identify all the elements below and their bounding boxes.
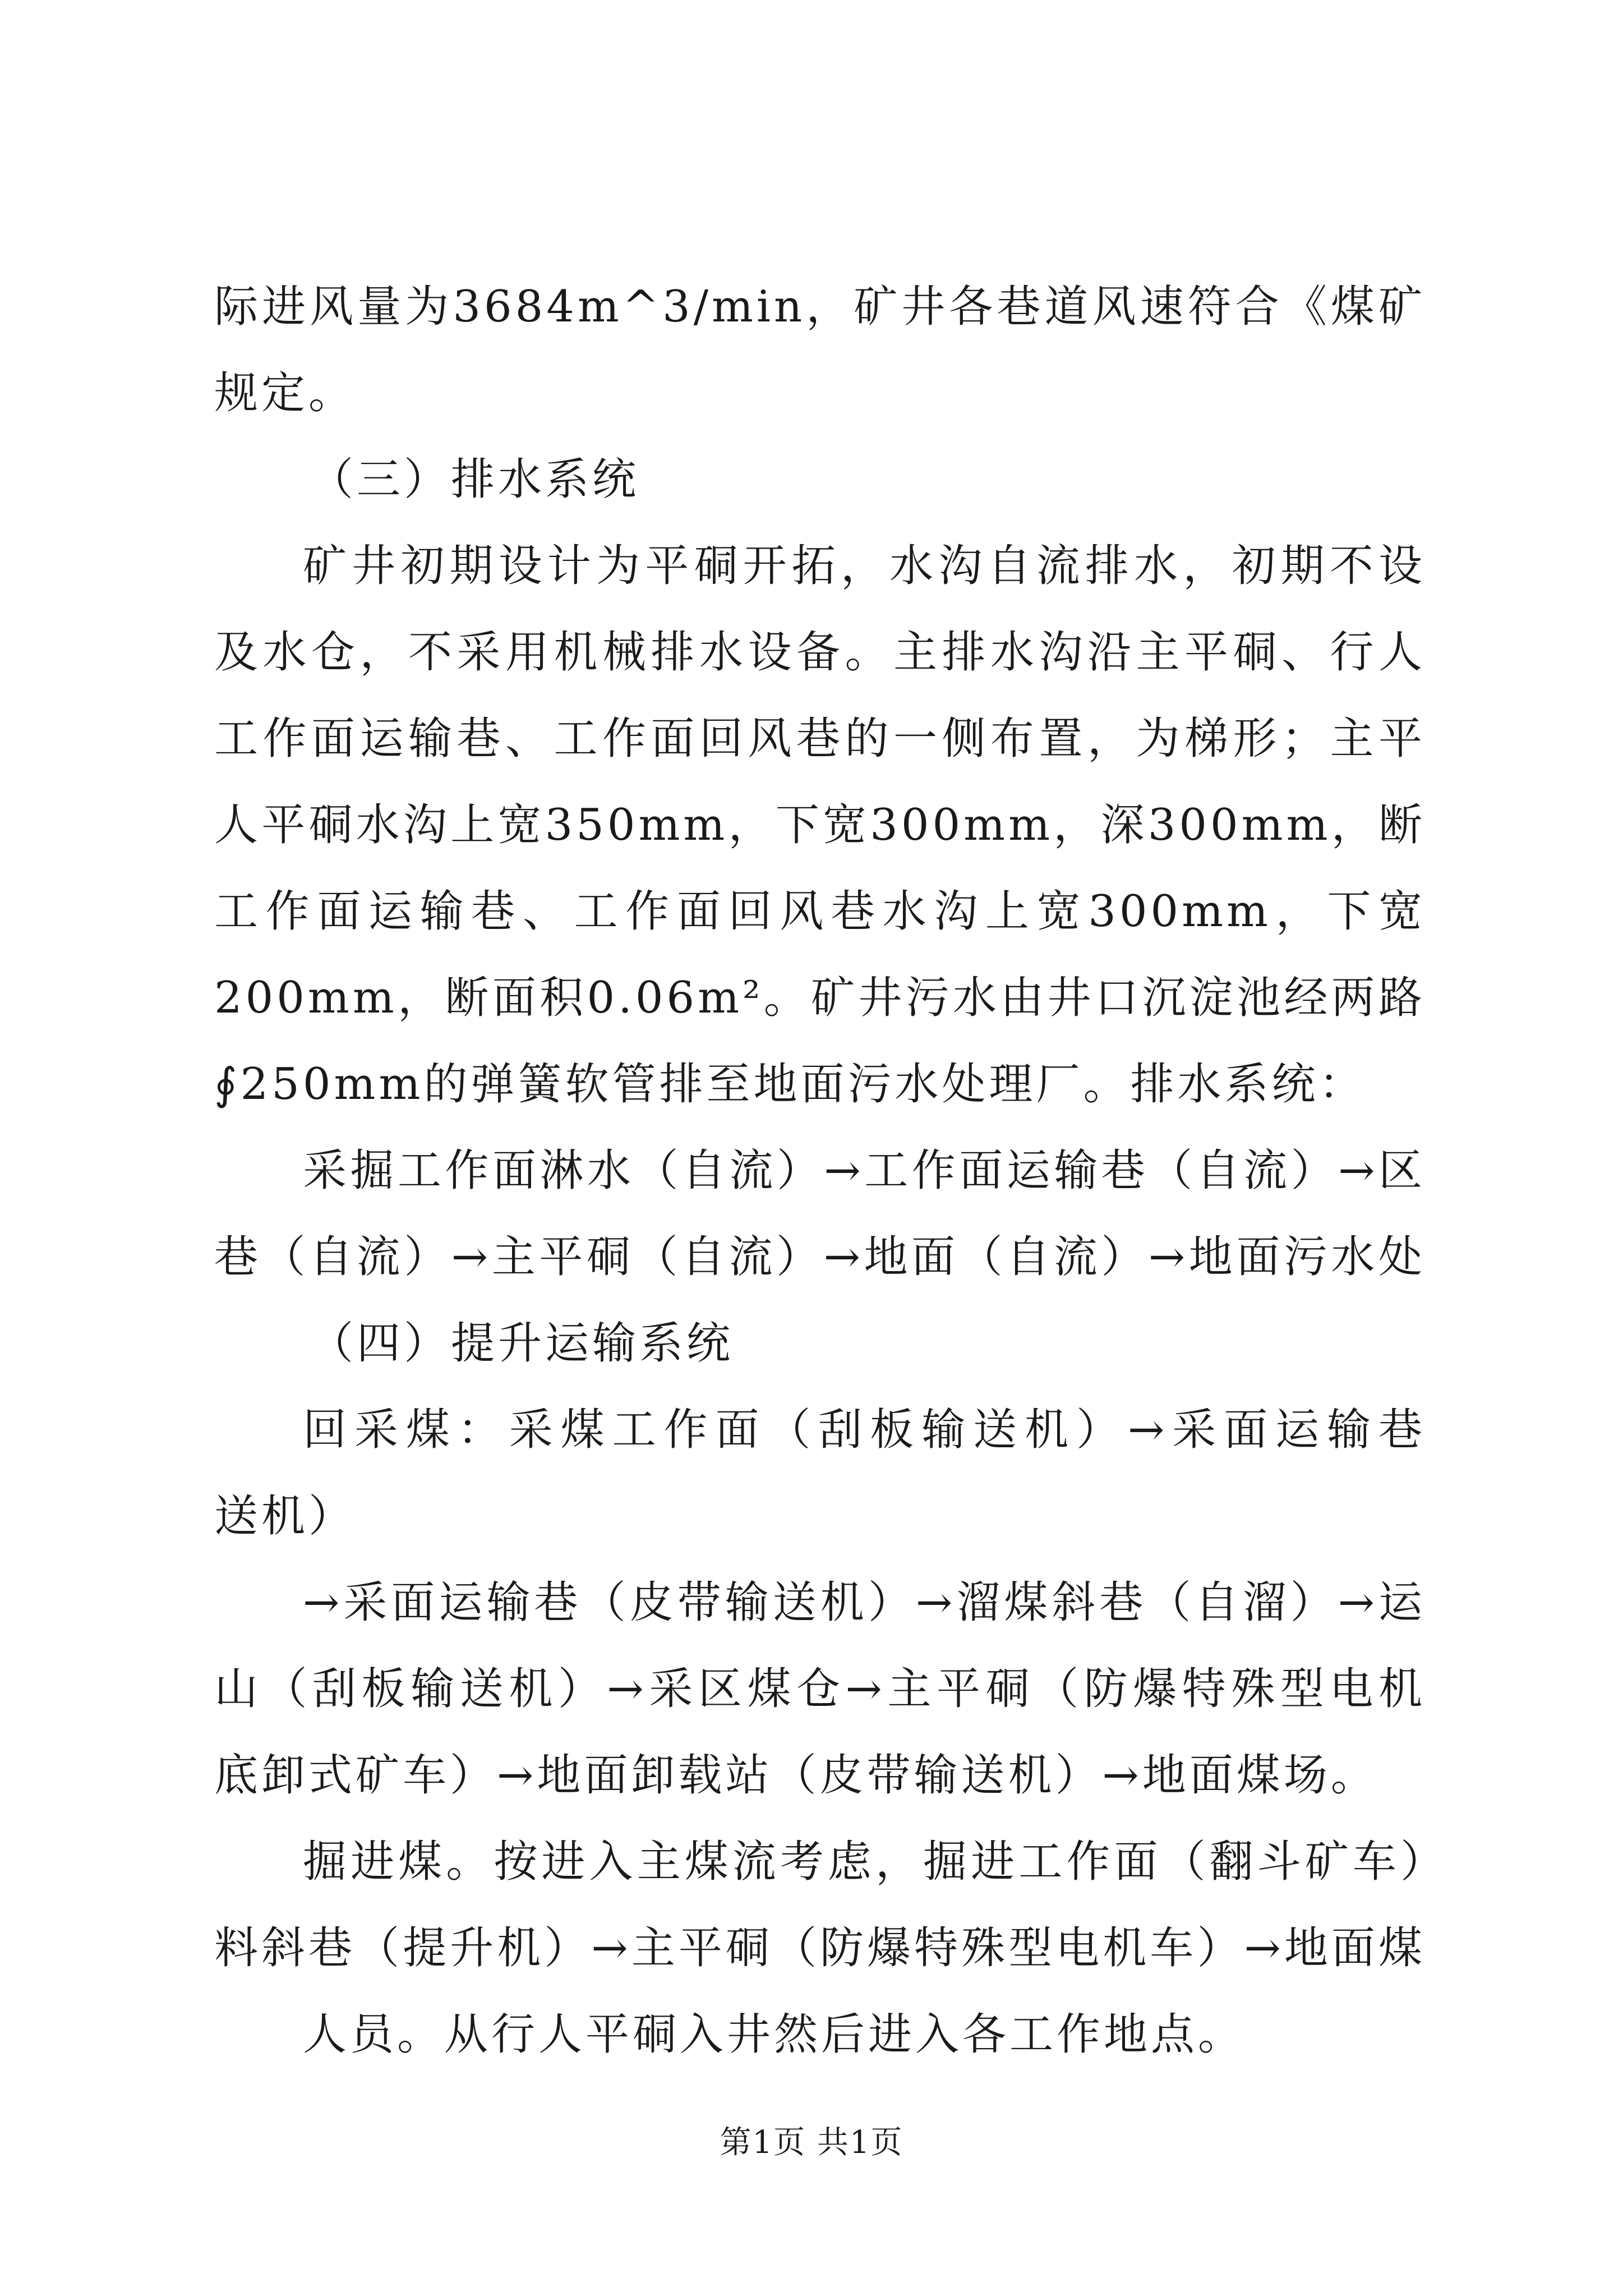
text-line: 料斜巷（提升机）→主平硐（防爆特殊型电机车）→地面煤 (214, 1923, 1426, 1973)
text-line: 矿井初期设计为平硐开拓，水沟自流排水，初期不设 (303, 541, 1426, 591)
text-line: 规定。 (214, 368, 356, 418)
text-line: →采面运输巷（皮带输送机）→溜煤斜巷（自溜）→运 (303, 1577, 1426, 1628)
text-line: 200mm，断面积0.06m²。矿井污水由井口沉淀池经两路 (214, 973, 1426, 1023)
text-line: 际进风量为3684m^3/min，矿井各巷道风速符合《煤矿 (214, 282, 1426, 332)
text-line: 工作面运输巷、工作面回风巷水沟上宽300mm，下宽 (214, 886, 1426, 937)
text-line: 工作面运输巷、工作面回风巷的一侧布置，为梯形；主平 (214, 714, 1426, 764)
text-line: 及水仓，不采用机械排水设备。主排水沟沿主平硐、行人 (214, 627, 1426, 678)
text-line: 采掘工作面淋水（自流）→工作面运输巷（自流）→区 (303, 1145, 1426, 1196)
body-text (214, 264, 1426, 2078)
text-line: 巷（自流）→主平硐（自流）→地面（自流）→地面污水处 (214, 1232, 1426, 1282)
section-heading: （四）提升运输系统 (310, 1318, 734, 1369)
text-line: 人平硐水沟上宽350mm，下宽300mm，深300mm，断 (214, 800, 1426, 850)
text-line: 掘进煤。按进入主煤流考虑，掘进工作面（翻斗矿车） (303, 1837, 1426, 1887)
section-heading: （三）排水系统 (310, 454, 640, 505)
page-footer: 第1页 共1页 (720, 2124, 903, 2161)
text-line: 回采煤：采煤工作面（刮板输送机）→采面运输巷 (303, 1405, 1426, 1455)
text-line: 送机） (214, 1491, 356, 1542)
text-line: 底卸式矿车）→地面卸载站（皮带输送机）→地面煤场。 (214, 1750, 1378, 1801)
text-line: ∮250mm的弹簧软管排至地面污水处理厂。排水系统： (214, 1059, 1366, 1110)
text-line: 山（刮板输送机）→采区煤仓→主平硐（防爆特殊型电机 (214, 1664, 1426, 1714)
text-line: 人员。从行人平硐入井然后进入各工作地点。 (303, 2009, 1246, 2060)
